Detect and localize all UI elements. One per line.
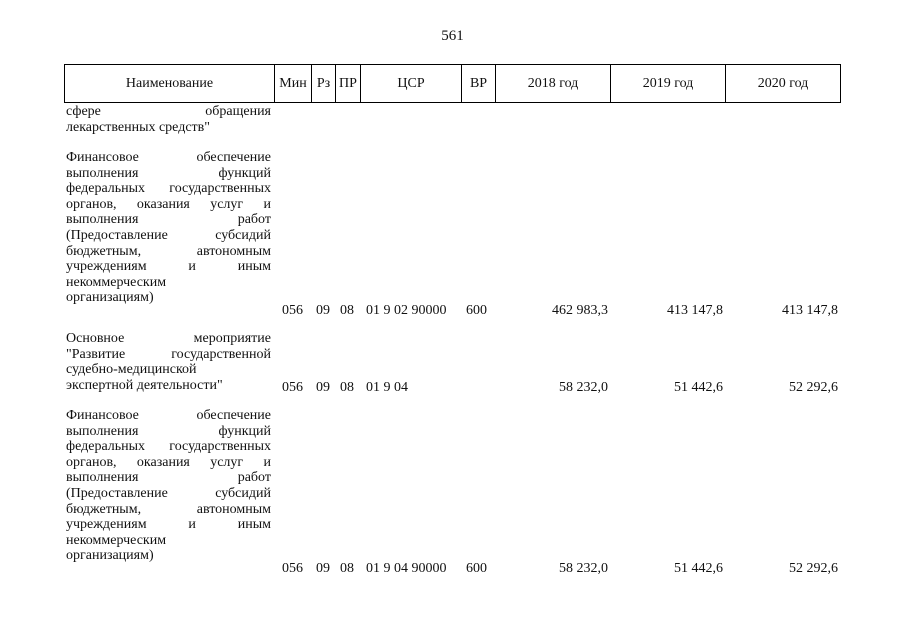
name-line: (Предоставление субсидий (66, 227, 271, 243)
col-vr-header: ВР (462, 65, 496, 102)
name-line: экспертной деятельности" (66, 377, 223, 393)
row-name (66, 331, 271, 393)
col-pr-header: ПР (336, 65, 361, 102)
cell-csr: 01 9 02 90000 (366, 303, 447, 318)
row-name (66, 104, 271, 135)
cell-2019: 51 442,6 (674, 380, 723, 395)
name-line: судебно-медицинской (66, 362, 197, 378)
cell-2019: 413 147,8 (667, 303, 723, 318)
col-min-header: Мин (275, 65, 312, 102)
cell-vr: 600 (466, 303, 487, 318)
cell-min: 056 (282, 303, 303, 318)
name-line: организациям) (66, 290, 154, 306)
cell-pr: 08 (340, 303, 354, 318)
cell-vr: 600 (466, 561, 487, 576)
cell-2020: 52 292,6 (789, 380, 838, 395)
cell-pr: 08 (340, 380, 354, 395)
table-header (64, 64, 841, 103)
name-line: выполнения работ (66, 212, 271, 228)
cell-2018: 58 232,0 (559, 561, 608, 576)
name-line: Финансовое обеспечение (66, 408, 271, 423)
cell-2019: 51 442,6 (674, 561, 723, 576)
name-line: учреждениям и иным (66, 517, 271, 533)
name-line: Финансовое обеспечение (66, 150, 271, 165)
name-line: некоммерческим (66, 532, 167, 548)
name-line: выполнения функций (66, 165, 271, 181)
name-line: выполнения функций (66, 423, 271, 439)
name-line: федеральных государственных (66, 439, 271, 455)
cell-pr: 08 (340, 561, 354, 576)
cell-csr: 01 9 04 90000 (366, 561, 447, 576)
col-2019-header: 2019 год (611, 65, 726, 102)
row-name (66, 150, 271, 306)
name-line: органов, оказания услуг и (66, 454, 271, 470)
name-line: лекарственных средств" (66, 119, 210, 135)
cell-2018: 462 983,3 (552, 303, 608, 318)
cell-rz: 09 (316, 561, 330, 576)
row-name (66, 408, 271, 564)
cell-rz: 09 (316, 303, 330, 318)
name-line: "Развитие государственной (66, 346, 271, 362)
cell-2020: 413 147,8 (782, 303, 838, 318)
name-line: федеральных государственных (66, 181, 271, 197)
col-name-header: Наименование (64, 65, 275, 102)
name-line: бюджетным, автономным (66, 243, 271, 259)
cell-min: 056 (282, 561, 303, 576)
cell-2018: 58 232,0 (559, 380, 608, 395)
col-csr-header: ЦСР (361, 65, 462, 102)
name-line: органов, оказания услуг и (66, 196, 271, 212)
cell-csr: 01 9 04 (366, 380, 408, 395)
col-2020-header: 2020 год (726, 65, 841, 102)
cell-min: 056 (282, 380, 303, 395)
page-number: 561 (441, 28, 464, 44)
name-line: сфере обращения (66, 104, 271, 119)
name-line: учреждениям и иным (66, 259, 271, 275)
cell-rz: 09 (316, 380, 330, 395)
name-line: (Предоставление субсидий (66, 485, 271, 501)
name-line: Основное мероприятие (66, 331, 271, 346)
name-line: некоммерческим (66, 274, 167, 290)
col-2018-header: 2018 год (496, 65, 611, 102)
name-line: бюджетным, автономным (66, 501, 271, 517)
name-line: выполнения работ (66, 470, 271, 486)
col-rz-header: Рз (312, 65, 336, 102)
name-line: организациям) (66, 548, 154, 564)
cell-2020: 52 292,6 (789, 561, 838, 576)
